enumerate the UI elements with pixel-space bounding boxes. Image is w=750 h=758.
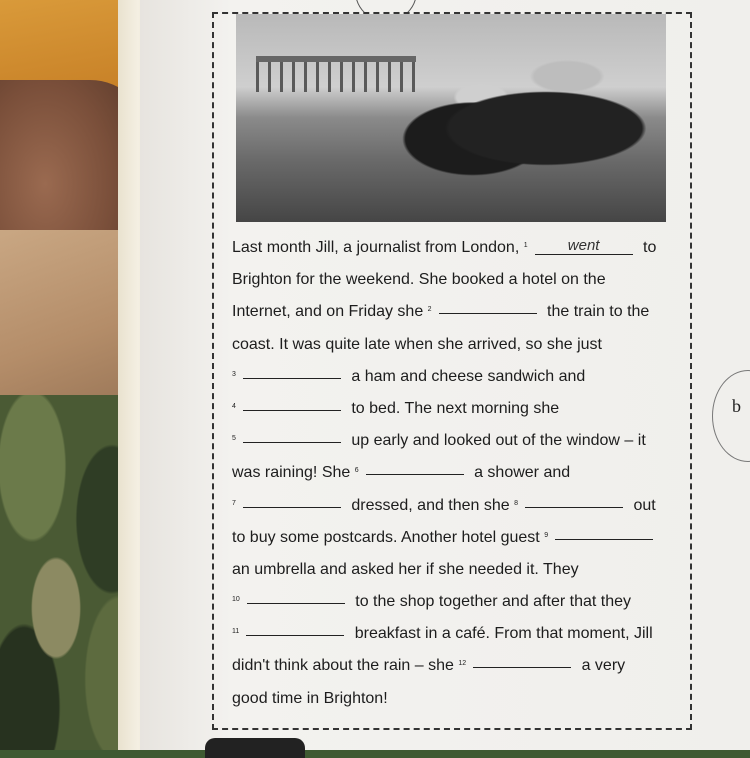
exercise-text: [232, 232, 672, 715]
answer-blank[interactable]: [555, 523, 653, 540]
passage-text: an umbrella and asked her if she needed it. They: [232, 560, 579, 578]
answer-blank[interactable]: [366, 458, 464, 475]
passage-text: good time in Brighton!: [232, 689, 388, 707]
gap-number: 3: [232, 370, 236, 378]
passage-text: a ham and cheese sandwich and: [346, 367, 586, 385]
gap-number: 5: [232, 435, 236, 443]
passage-text: Internet, and on Friday she: [232, 303, 428, 321]
text-line: [232, 264, 672, 296]
text-line: [232, 296, 672, 328]
passage-text: to buy some postcards. Another hotel guest: [232, 528, 545, 546]
answer-blank[interactable]: [439, 297, 537, 314]
gap-number: 9: [544, 531, 549, 539]
passage-text: up early and looked out of the window – it: [346, 432, 646, 450]
text-line: [232, 683, 672, 715]
couple-photo: [236, 14, 666, 222]
passage-text: a shower and: [469, 464, 571, 482]
passage-text: to the shop together and after that they: [350, 593, 631, 611]
passage-text: was raining! She: [232, 464, 355, 482]
text-line: [232, 490, 672, 522]
passage-text: a very: [577, 657, 626, 675]
text-line: [232, 457, 672, 489]
text-line: [232, 650, 672, 682]
text-line: [232, 393, 672, 425]
gap-number: 1: [523, 242, 528, 249]
answer-blank[interactable]: [243, 362, 341, 379]
passage-text: Last month Jill, a journalist from London,: [232, 239, 524, 256]
text-line: [232, 522, 672, 554]
gap-number: 7: [232, 499, 236, 507]
gap-number: 11: [232, 628, 240, 636]
text-line: [232, 232, 672, 264]
passage-text: the train to the: [542, 303, 650, 321]
passage-text: didn't think about the rain – she: [232, 657, 459, 675]
gap-number: 10: [232, 596, 240, 604]
gap-number: 12: [458, 660, 467, 668]
answer-blank[interactable]: [247, 587, 345, 604]
passage-text: coast. It was quite late when she arrived, so she just: [232, 335, 602, 353]
passage-text: dressed, and then she: [346, 496, 515, 514]
answer-blank[interactable]: [243, 394, 341, 411]
text-line: [232, 618, 672, 650]
answer-blank[interactable]: [473, 651, 571, 668]
text-line: [232, 554, 672, 586]
gap-number: 8: [514, 499, 519, 507]
passage-text: to bed. The next morning she: [346, 399, 560, 417]
answer-blank[interactable]: [525, 491, 623, 508]
answer-blank[interactable]: [243, 426, 341, 443]
passage-text: out: [629, 496, 656, 514]
gap-number: 2: [427, 306, 432, 314]
answer-blank[interactable]: [246, 619, 344, 636]
side-label: b: [732, 396, 741, 416]
answer-blank[interactable]: went: [535, 238, 633, 255]
pier-silhouette: [256, 56, 416, 92]
text-line: [232, 329, 672, 361]
bottom-tab: [205, 738, 305, 758]
text-line: [232, 361, 672, 393]
gap-number: 6: [354, 467, 359, 475]
passage-text: breakfast in a café. From that moment, Jill: [350, 625, 653, 643]
gap-number: 4: [232, 402, 236, 410]
text-line: [232, 586, 672, 618]
text-line: [232, 425, 672, 457]
answer-blank[interactable]: [243, 491, 341, 508]
passage-text: to: [638, 239, 657, 256]
passage-text: Brighton for the weekend. She booked a hotel on the: [232, 271, 606, 289]
